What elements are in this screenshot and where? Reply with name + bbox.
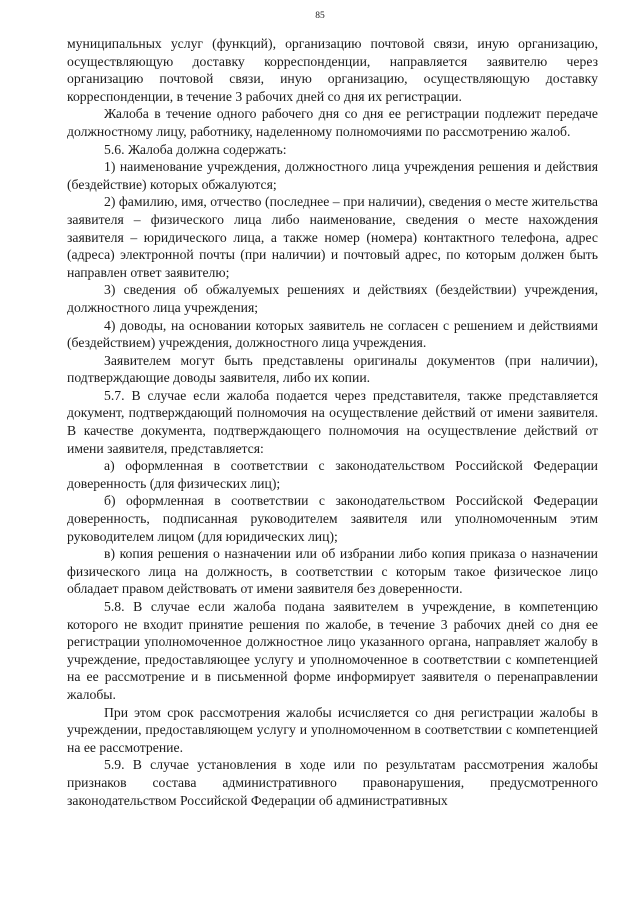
list-item-v: в) копия решения о назначении или об избрании либо копия приказа о назначении физического лица на должность, в соответствии с которым такое физическое лицо обладает правом действовать от имени заявителя без доверенности. bbox=[67, 546, 598, 597]
list-item-a: а) оформленная в соответствии с законодательством Российской Федерации доверенность (для физических лиц); bbox=[67, 458, 598, 491]
list-item-1: 1) наименование учреждения, должностного лица учреждения решения и действия (бездействие) которых обжалуются; bbox=[67, 159, 598, 192]
paragraph-forwarding: Жалоба в течение одного рабочего дня со дня ее регистрации подлежит передаче должностному лицу, работнику, наделенному полномочиями по рассмотрению жалоб. bbox=[67, 106, 598, 139]
document-body bbox=[67, 35, 598, 809]
list-item-b: б) оформленная в соответствии с законодательством Российской Федерации доверенность, подписанная руководителем заявителя или уполномоченным этим руководителем лицом (для юридических лиц); bbox=[67, 493, 598, 544]
section-5-9: 5.9. В случае установления в ходе или по результатам рассмотрения жалобы признаков состава административного правонарушения, предусмотренного законодательством Российской Федерации об административных bbox=[67, 757, 598, 808]
paragraph-originals: Заявителем могут быть представлены оригиналы документов (при наличии), подтверждающие доводы заявителя, либо их копии. bbox=[67, 352, 598, 386]
section-5-7: 5.7. В случае если жалоба подается через представителя, также представляется документ, подтверждающий полномочия на осуществление действий от имени заявителя. В качестве документа, подтверждающего полномочия на осуществление действий от имени заявителя, представляется: bbox=[67, 387, 598, 456]
list-item-2: 2) фамилию, имя, отчество (последнее – при наличии), сведения о месте жительства заявителя – физического лица либо наименование, сведения о месте нахождения заявителя – юридического лица, а также номер (номера) контактного телефона, адрес (адреса) электронной почты (при наличии) и почтовый адрес, по которым должен быть направлен ответ заявителю; bbox=[67, 194, 598, 280]
section-heading-5-6: 5.6. Жалоба должна содержать: bbox=[104, 141, 287, 157]
section-5-8: 5.8. В случае если жалоба подана заявителем в учреждение, в компетенцию которого не входит принятие решения по жалобе, в течение 3 рабочих дней со дня ее регистрации уполномоченное должностное лицо указанного органа, направляет жалобу в учреждение, предоставляющее услугу и уполномоченное в соответствии с компетенцией на ее рассмотрение и в письменной форме информирует заявителя о перенаправлении жалобы. bbox=[67, 599, 598, 702]
list-item-4: 4) доводы, на основании которых заявитель не согласен с решением и действиями (бездействием) учреждения, должностного лица учреждения. bbox=[67, 317, 598, 351]
paragraph-continuation: муниципальных услуг (функций), организацию почтовой связи, иную организацию, осуществляющую доставку корреспонденции, направляется заявителю через организацию почтовой связи, иную организацию, осуществляющую доставку корреспонденции, в течение 3 рабочих дней со дня их регистрации. bbox=[67, 36, 598, 104]
paragraph-term: При этом срок рассмотрения жалобы исчисляется со дня регистрации жалобы в учреждении, предоставляющем услугу и уполномоченном в соответствии с компетенцией на ее рассмотрение. bbox=[67, 704, 598, 755]
list-item-3: 3) сведения об обжалуемых решениях и действиях (бездействии) учреждения, должностного лица учреждения; bbox=[67, 282, 598, 315]
page-number: 85 bbox=[315, 11, 325, 21]
